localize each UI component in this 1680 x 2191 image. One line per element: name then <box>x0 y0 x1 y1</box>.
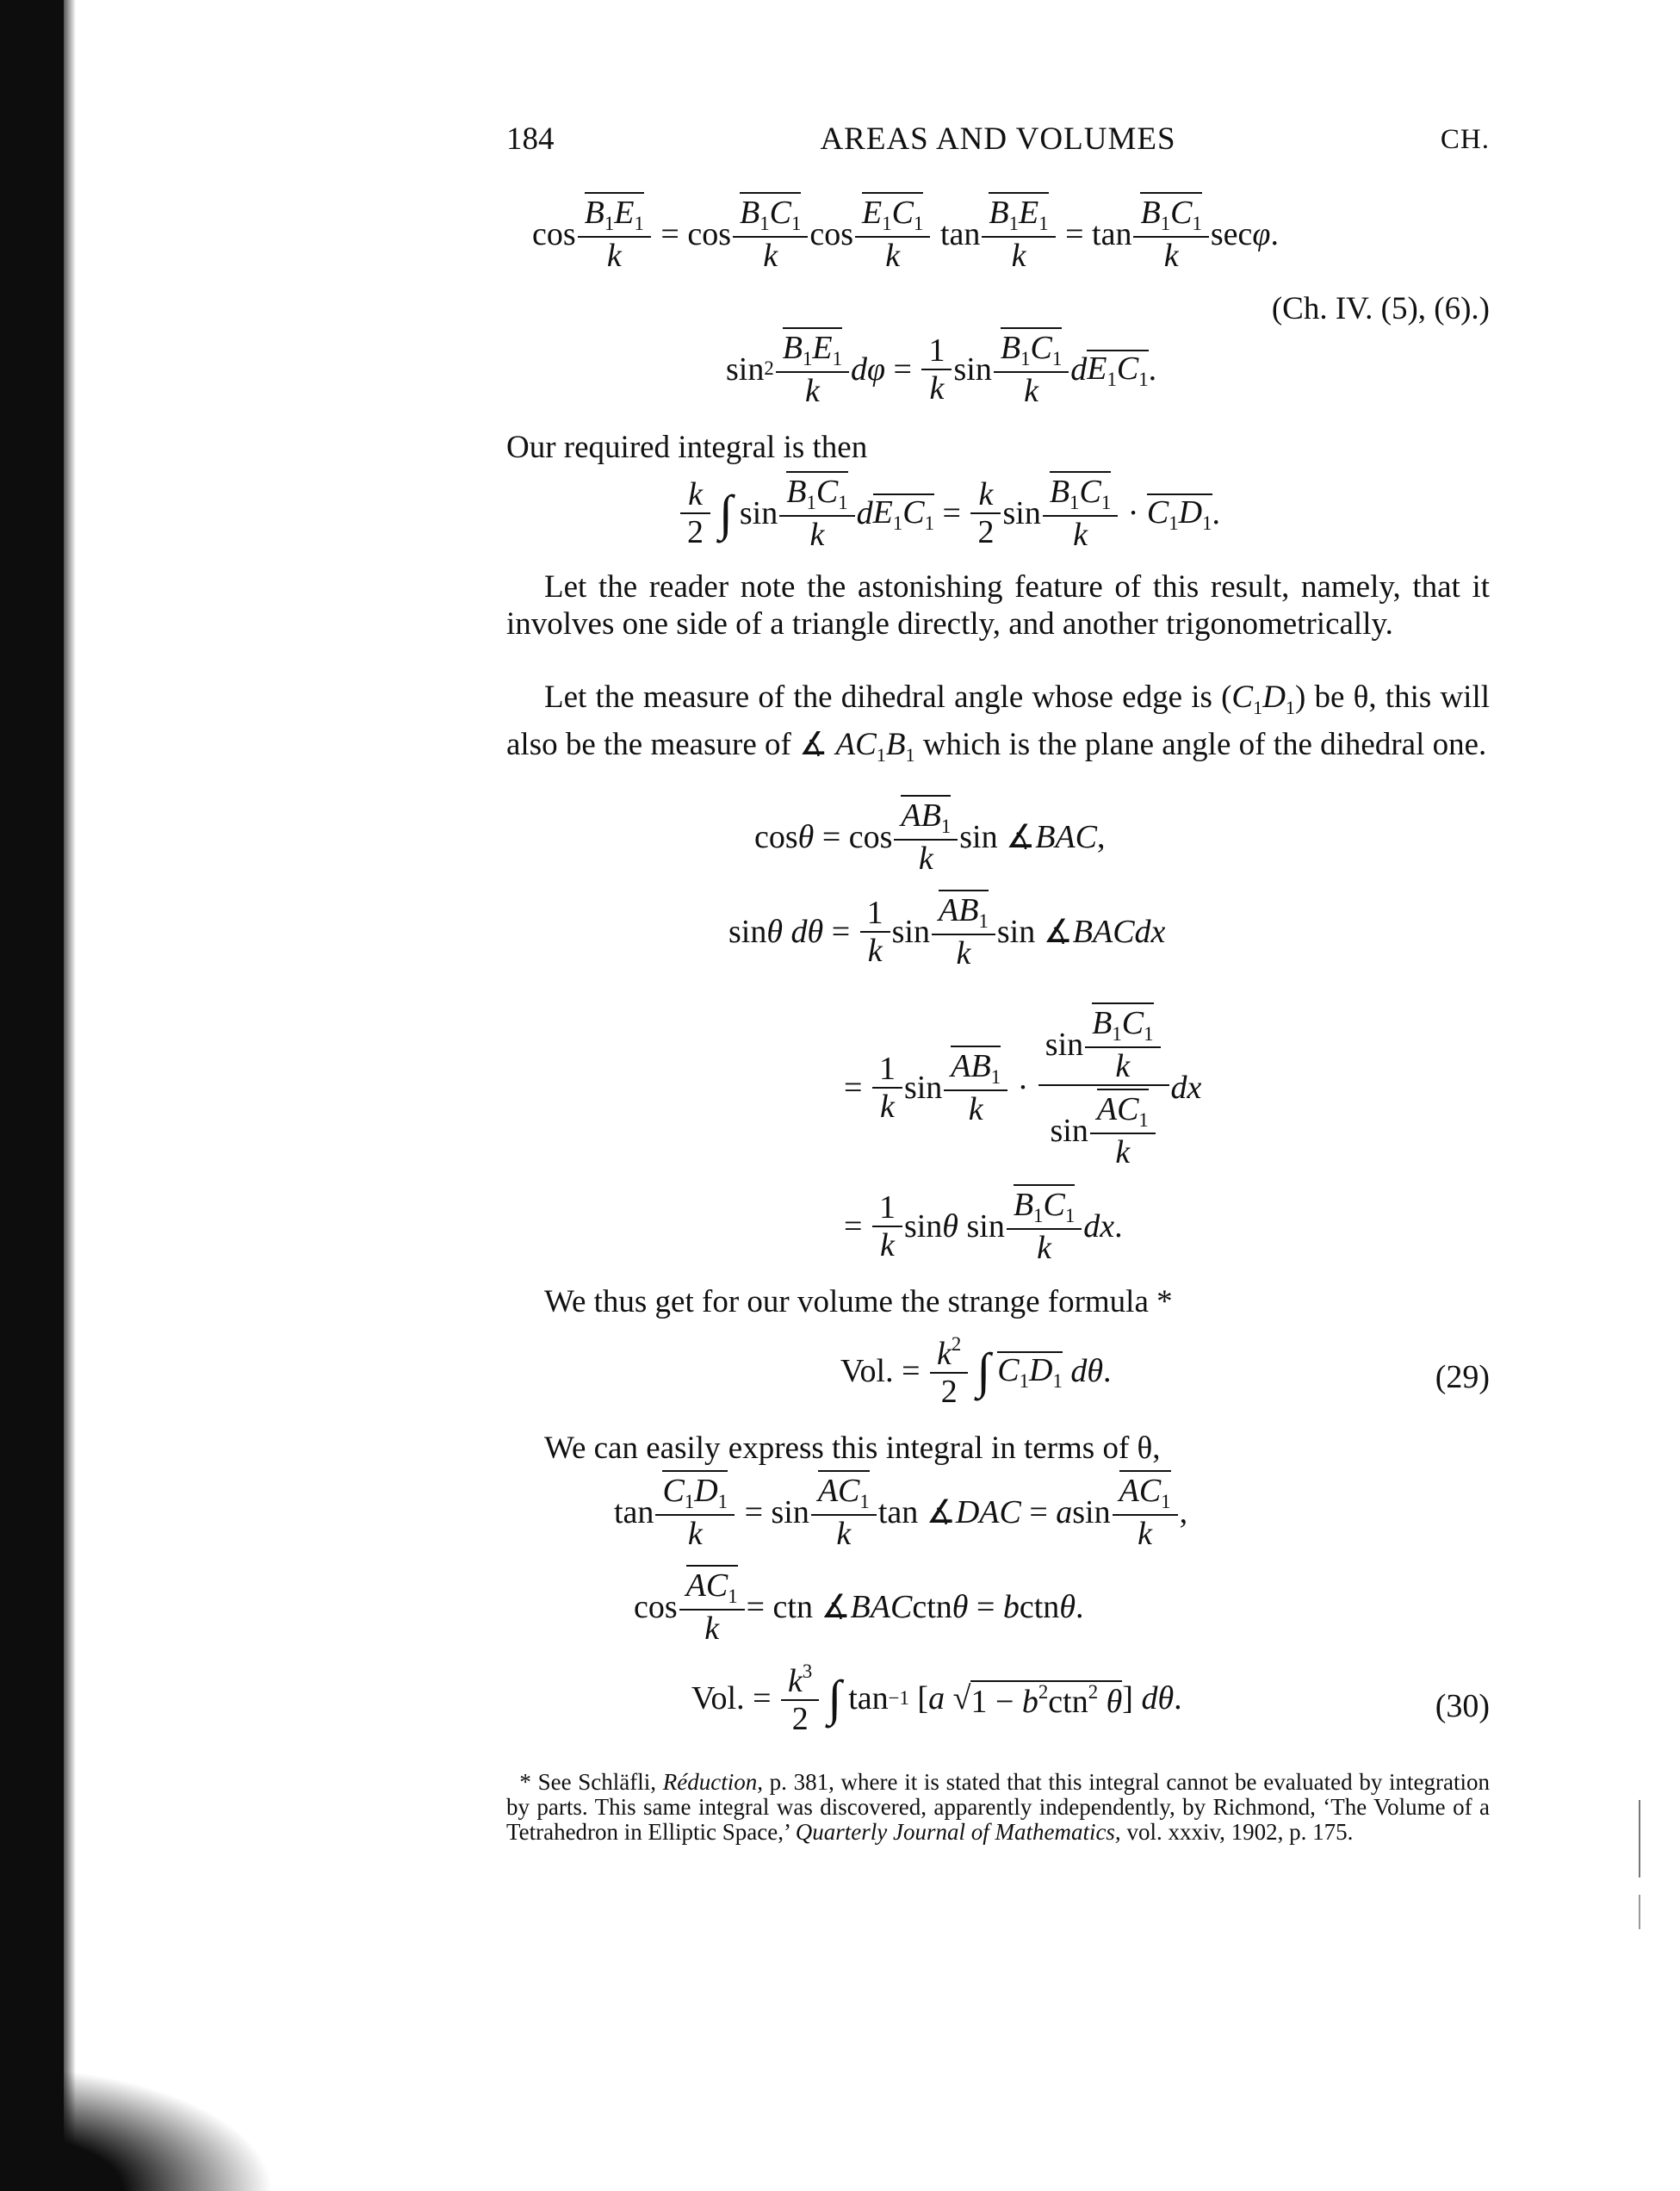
equation-reference: (Ch. IV. (5), (6).) <box>1271 291 1490 326</box>
page-number: 184 <box>506 121 555 157</box>
equation-sin-squared: sin 2 $B_1E_1$ k dφ = 1 k sin $B_1C_1$ k d $E_1C_1$ . <box>506 332 1490 418</box>
equation-number: (30) <box>1435 1688 1490 1724</box>
equation-integral: k 2 ∫ sin $B_1C_1$ k d $E_1C_1$ = k 2 sin $B_1C_1$ k · $C_1D_1$ . <box>506 475 1490 570</box>
equation-sin-theta-dtheta: sin θ dθ = 1 k sin $AB_1$ k sin ∡ BACdx <box>506 894 1490 980</box>
chapter-label: CH. <box>1440 124 1490 155</box>
equation-cos-theta: cos θ = cos $AB_1$ k sin ∡ BAC , <box>506 799 1490 885</box>
scan-edge-mark <box>1639 1800 1640 1878</box>
paragraph: We thus get for our volume the strange formula * <box>544 1284 1173 1319</box>
page-title: AREAS AND VOLUMES <box>820 121 1176 157</box>
paragraph: Let the reader note the astonishing feature of this result, namely, that it involves one side of a triangle directly, and another trigonometrically. <box>506 569 1490 642</box>
equation-compound-fraction: = 1 k sin $AB_1$ k · sin $B_1C_1$ k sin $AC_1$ k dx <box>506 997 1490 1178</box>
equation-number: (29) <box>1435 1359 1490 1395</box>
equation-30: Vol. = $k^3$ 2 ∫ tan −1 [ a √ $1 - b^2ctn^2$ θ ] dθ . (30) <box>691 1660 1490 1737</box>
equation-29: Vol. = $k^2$ 2 ∫ $C_1D_1$ dθ . (29) <box>840 1333 1490 1410</box>
paragraph: Our required integral is then <box>506 430 868 465</box>
equation-cos-tan: cos $B_1E_1$ k = cos $B_1C_1$ k cos $E_1C_1$ k tan $B_1E_1$ k = tan $B_1C_1$ k sec φ . <box>506 189 1490 276</box>
equation-tan-c1d1: tan $C_1D_1$ k = sin $AC_1$ k tan ∡ DAC = a sin $AC_1$ k , <box>506 1474 1490 1561</box>
corner-shadow <box>0 2050 310 2191</box>
footnote: * See Schläfli, Réduction, p. 381, where it is stated that this integral cannot be evaluated by integration by parts. This same integral was discovered, apparently independently, by Richmond, ‘The Volume of a Tetrahedron in Elliptic Space,’ Quarterly Journal of Mathematics, vol. xxxiv, 1902, p. 175. <box>506 1769 1491 1845</box>
paragraph: Let the measure of the dihedral angle whose edge is $(C_1D_1)$ be θ, this will also be the measure of ∡ $AC_1B_1$ which is the plane angle of the dihedral one. <box>506 680 1491 766</box>
equation-cos-ac1: cos $AC_1$ k = ctn ∡ BAC ctn θ = b ctn θ . <box>506 1569 1490 1655</box>
book-binding-shadow <box>0 0 79 2191</box>
paragraph: We can easily express this integral in terms of θ, <box>544 1431 1161 1466</box>
equation-sin-theta: = 1 k sin θ sin $B_1C_1$ k dx . <box>506 1189 1490 1275</box>
scan-edge-mark <box>1639 1895 1640 1929</box>
running-header <box>506 121 1490 172</box>
